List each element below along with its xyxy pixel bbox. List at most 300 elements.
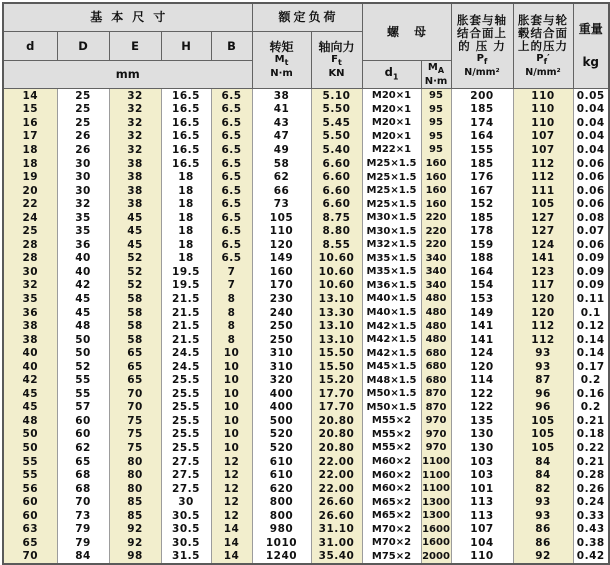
cell-d1: M75×2 — [362, 550, 421, 565]
cell-E: 45 — [109, 211, 161, 225]
cell-H: 16.5 — [161, 157, 211, 171]
pressure-hub-line3: 上的压力 — [518, 39, 568, 53]
cell-kg: 0.21 — [573, 414, 609, 428]
cell-pf-hub: 123 — [513, 265, 573, 279]
cell-H: 18 — [161, 238, 211, 252]
table-row — [3, 103, 609, 117]
table-row — [3, 319, 609, 333]
cell-H: 30 — [161, 495, 211, 509]
cell-mt: 400 — [252, 401, 311, 415]
cell-B: 6.5 — [211, 116, 252, 130]
cell-pf: 149 — [451, 306, 513, 320]
pressure-hub-symbol: $P_f'$ — [536, 53, 550, 66]
cell-D: 25 — [57, 89, 109, 103]
cell-mt: 41 — [252, 103, 311, 117]
cell-E: 38 — [109, 170, 161, 184]
header-col-d1: $d_1$ — [362, 61, 421, 89]
cell-E: 85 — [109, 495, 161, 509]
cell-pf: 122 — [451, 387, 513, 401]
cell-ft: 22.00 — [311, 482, 362, 496]
cell-pf: 154 — [451, 279, 513, 293]
cell-mt: 230 — [252, 292, 311, 306]
cell-d: 17 — [3, 130, 57, 144]
cell-D: 40 — [57, 252, 109, 266]
cell-D: 60 — [57, 414, 109, 428]
cell-mt: 980 — [252, 523, 311, 537]
cell-pf: 153 — [451, 292, 513, 306]
header-nut — [362, 3, 451, 61]
cell-d1: M40×1.5 — [362, 292, 421, 306]
cell-B: 12 — [211, 509, 252, 523]
cell-ma: 160 — [421, 197, 451, 211]
cell-mt: 620 — [252, 482, 311, 496]
cell-d1: M50×1.5 — [362, 387, 421, 401]
cell-ft: 8.80 — [311, 224, 362, 238]
table-row — [3, 197, 609, 211]
header-pressure-shaft — [451, 3, 513, 89]
cell-pf-hub: 110 — [513, 116, 573, 130]
cell-mt: 58 — [252, 157, 311, 171]
cell-B: 6.5 — [211, 224, 252, 238]
cell-H: 27.5 — [161, 455, 211, 469]
cell-ft: 31.10 — [311, 523, 362, 537]
cell-ma: 220 — [421, 211, 451, 225]
cell-d1: M30×1.5 — [362, 211, 421, 225]
cell-kg: 0.09 — [573, 265, 609, 279]
header-torque — [252, 32, 311, 89]
cell-D: 68 — [57, 482, 109, 496]
table-row — [3, 536, 609, 550]
cell-pf: 185 — [451, 211, 513, 225]
cell-H: 21.5 — [161, 319, 211, 333]
cell-ma: 1600 — [422, 537, 450, 549]
cell-d1: M32×1.5 — [362, 238, 421, 252]
cell-pf: 164 — [451, 130, 513, 144]
cell-ft: 13.10 — [311, 319, 362, 333]
nut-label: 螺母 — [386, 24, 441, 39]
cell-kg: 0.09 — [573, 252, 609, 266]
cell-ma: 340 — [421, 279, 451, 293]
cell-d: 60 — [3, 509, 57, 523]
cell-ft: 8.55 — [311, 238, 362, 252]
cell-E: 45 — [109, 238, 161, 252]
cell-E: 32 — [109, 130, 161, 144]
cell-d: 38 — [3, 333, 57, 347]
cell-mt: 105 — [252, 211, 311, 225]
cell-d1: M20×1 — [362, 116, 421, 130]
header-col-ma — [421, 61, 451, 89]
cell-ft: 35.40 — [311, 550, 362, 565]
table-row — [3, 495, 609, 509]
cell-d1: M42×1.5 — [362, 333, 421, 347]
cell-pf-hub: 84 — [513, 455, 573, 469]
cell-ma: 2000 — [421, 550, 451, 565]
cell-D: 55 — [57, 373, 109, 387]
cell-E: 70 — [109, 387, 161, 401]
cell-H: 18 — [161, 252, 211, 266]
cell-D: 40 — [57, 265, 109, 279]
cell-D: 70 — [57, 495, 109, 509]
cell-H: 25.5 — [161, 373, 211, 387]
cell-B: 10 — [211, 428, 252, 442]
cell-H: 25.5 — [161, 401, 211, 415]
pressure-shaft-symbol: $P_f$ — [476, 53, 488, 66]
cell-ma: 220 — [421, 238, 451, 252]
cell-kg: 0.17 — [573, 360, 609, 374]
cell-kg: 0.26 — [573, 482, 609, 496]
cell-H: 16.5 — [161, 143, 211, 157]
cell-B: 6.5 — [211, 197, 252, 211]
cell-kg: 0.28 — [573, 468, 609, 482]
cell-mt: 149 — [252, 252, 311, 266]
cell-D: 55 — [57, 387, 109, 401]
table-row — [3, 387, 609, 401]
cell-ma: 1300 — [422, 496, 450, 508]
cell-ma: 870 — [421, 401, 451, 415]
cell-D: 84 — [57, 550, 109, 565]
table-row — [3, 414, 609, 428]
cell-D: 60 — [57, 428, 109, 442]
cell-kg: 0.04 — [573, 130, 609, 144]
table-row — [3, 360, 609, 374]
cell-pf-hub: 86 — [513, 536, 573, 550]
cell-kg: 0.21 — [573, 455, 609, 469]
cell-ma: 95 — [421, 89, 451, 103]
pressure-shaft-line2: 结合面上 — [457, 26, 507, 40]
table-row — [3, 279, 609, 293]
pressure-hub-line1: 胀套与轮 — [518, 13, 568, 27]
torque-label: 转矩 — [269, 40, 294, 54]
cell-ma: 970 — [421, 428, 451, 442]
cell-B: 12 — [211, 495, 252, 509]
cell-d1: M40×1.5 — [362, 306, 421, 320]
cell-d: 36 — [3, 306, 57, 320]
cell-kg: 0.2 — [573, 373, 609, 387]
header-basic-dimensions — [3, 3, 252, 32]
cell-pf-hub: 87 — [513, 373, 573, 387]
cell-pf-hub: 120 — [513, 306, 573, 320]
cell-pf: 178 — [451, 224, 513, 238]
cell-E: 65 — [109, 360, 161, 374]
cell-H: 30.5 — [161, 536, 211, 550]
cell-pf-hub: 93 — [513, 346, 573, 360]
cell-B: 14 — [211, 536, 252, 550]
cell-d: 63 — [3, 523, 57, 537]
cell-ft: 6.60 — [311, 184, 362, 198]
cell-mt: 800 — [252, 509, 311, 523]
cell-H: 31.5 — [161, 550, 211, 565]
cell-mt: 320 — [252, 373, 311, 387]
table-row — [3, 116, 609, 130]
cell-d1: M30×1.5 — [362, 224, 421, 238]
cell-d1: M55×2 — [362, 414, 421, 428]
cell-ma: 970 — [421, 414, 451, 428]
cell-ma: 160 — [421, 184, 451, 198]
cell-B: 14 — [211, 550, 252, 565]
cell-pf-hub: 117 — [513, 279, 573, 293]
cell-B: 10 — [211, 414, 252, 428]
cell-kg: 0.07 — [573, 224, 609, 238]
axial-force-label: 轴向力 — [318, 40, 355, 54]
cell-D: 25 — [57, 116, 109, 130]
cell-H: 18 — [161, 170, 211, 184]
cell-kg: 0.06 — [573, 197, 609, 211]
cell-ft: 15.50 — [311, 360, 362, 374]
cell-E: 38 — [109, 157, 161, 171]
cell-ma: 340 — [421, 265, 451, 279]
cell-E: 58 — [109, 292, 161, 306]
cell-ma: 970 — [421, 441, 451, 455]
cell-d: 14 — [3, 89, 57, 103]
cell-d1: M50×1.5 — [362, 401, 421, 415]
cell-pf: 130 — [451, 441, 513, 455]
cell-D: 52 — [57, 360, 109, 374]
cell-ma: 95 — [421, 143, 451, 157]
cell-B: 8 — [211, 306, 252, 320]
cell-B: 6.5 — [211, 103, 252, 117]
cell-d: 45 — [3, 387, 57, 401]
cell-kg: 0.05 — [573, 89, 609, 103]
cell-d: 30 — [3, 265, 57, 279]
cell-ft: 10.60 — [311, 265, 362, 279]
cell-pf: 141 — [451, 333, 513, 347]
cell-B: 10 — [211, 373, 252, 387]
cell-H: 16.5 — [161, 130, 211, 144]
cell-d1: M20×1 — [362, 130, 421, 144]
cell-pf: 114 — [451, 373, 513, 387]
cell-pf: 122 — [451, 401, 513, 415]
cell-d: 40 — [3, 360, 57, 374]
cell-mt: 120 — [252, 238, 311, 252]
cell-kg: 0.06 — [573, 184, 609, 198]
cell-pf: 124 — [451, 346, 513, 360]
table-row — [3, 252, 609, 266]
cell-ft: 10.60 — [311, 252, 362, 266]
cell-pf-hub: 105 — [513, 197, 573, 211]
cell-B: 10 — [211, 387, 252, 401]
cell-pf-hub: 93 — [513, 495, 573, 509]
cell-B: 10 — [211, 346, 252, 360]
cell-kg: 0.09 — [573, 279, 609, 293]
cell-E: 32 — [109, 116, 161, 130]
cell-d: 55 — [3, 468, 57, 482]
cell-d1: M25×1.5 — [362, 170, 421, 184]
cell-pf: 152 — [451, 197, 513, 211]
cell-pf-hub: 127 — [513, 211, 573, 225]
table-row — [3, 211, 609, 225]
cell-ma: 680 — [421, 373, 451, 387]
cell-ft: 10.60 — [311, 279, 362, 293]
cell-kg: 0.14 — [573, 333, 609, 347]
cell-d: 22 — [3, 197, 57, 211]
cell-H: 25.5 — [161, 414, 211, 428]
cell-D: 68 — [57, 468, 109, 482]
cell-ft: 20.80 — [311, 428, 362, 442]
cell-d: 60 — [3, 495, 57, 509]
cell-pf-hub: 112 — [513, 170, 573, 184]
cell-pf-hub: 96 — [513, 401, 573, 415]
cell-ft: 8.75 — [311, 211, 362, 225]
cell-H: 21.5 — [161, 292, 211, 306]
cell-E: 85 — [109, 509, 161, 523]
cell-E: 32 — [109, 143, 161, 157]
cell-ma: 870 — [421, 387, 451, 401]
cell-kg: 0.08 — [573, 211, 609, 225]
cell-mt: 240 — [252, 306, 311, 320]
cell-pf: 167 — [451, 184, 513, 198]
cell-B: 14 — [211, 523, 252, 537]
table-row — [3, 468, 609, 482]
cell-ft: 5.40 — [311, 143, 362, 157]
table-row — [3, 523, 609, 537]
cell-ma: 1600 — [422, 523, 450, 535]
cell-D: 30 — [57, 157, 109, 171]
cell-B: 8 — [211, 319, 252, 333]
torque-unit: N·m — [270, 68, 293, 79]
cell-pf-hub: 141 — [513, 252, 573, 266]
cell-kg: 0.1 — [573, 306, 609, 320]
cell-pf-hub: 82 — [513, 482, 573, 496]
cell-B: 6.5 — [211, 143, 252, 157]
cell-pf-hub: 112 — [513, 157, 573, 171]
cell-d1: M45×1.5 — [362, 360, 421, 374]
cell-B: 8 — [211, 333, 252, 347]
cell-D: 57 — [57, 401, 109, 415]
cell-pf: 101 — [451, 482, 513, 496]
cell-D: 42 — [57, 279, 109, 293]
cell-d1: M35×1.5 — [362, 265, 421, 279]
table-row — [3, 170, 609, 184]
cell-ma: 95 — [421, 130, 451, 144]
ma-unit: N·m — [424, 76, 448, 87]
cell-E: 92 — [109, 523, 161, 537]
cell-B: 6.5 — [211, 238, 252, 252]
cell-kg: 0.06 — [573, 157, 609, 171]
cell-E: 45 — [109, 224, 161, 238]
cell-B: 6.5 — [211, 170, 252, 184]
cell-d: 50 — [3, 441, 57, 455]
cell-d: 28 — [3, 238, 57, 252]
table-row — [3, 550, 609, 565]
cell-ft: 15.20 — [311, 373, 362, 387]
header-col-D: D — [57, 32, 109, 61]
cell-mt: 1010 — [252, 536, 311, 550]
cell-pf: 141 — [451, 319, 513, 333]
cell-B: 10 — [211, 360, 252, 374]
cell-ma: 95 — [421, 116, 451, 130]
cell-B: 10 — [211, 401, 252, 415]
cell-pf-hub: 105 — [513, 414, 573, 428]
cell-d1: M48×1.5 — [362, 373, 421, 387]
cell-d: 16 — [3, 116, 57, 130]
cell-d: 55 — [3, 455, 57, 469]
cell-d: 20 — [3, 184, 57, 198]
cell-kg: 0.18 — [573, 428, 609, 442]
cell-B: 6.5 — [211, 252, 252, 266]
cell-pf: 110 — [451, 550, 513, 565]
header-col-B: B — [211, 32, 252, 61]
cell-d1: M60×2 — [362, 468, 421, 482]
cell-D: 65 — [57, 455, 109, 469]
cell-H: 30.5 — [161, 509, 211, 523]
cell-ft: 5.45 — [311, 116, 362, 130]
pressure-shaft-line3: 的 压 力 — [458, 39, 506, 53]
cell-E: 38 — [109, 197, 161, 211]
torque-symbol: $M_t$ — [274, 54, 289, 67]
cell-kg: 0.04 — [573, 143, 609, 157]
header-col-H: H — [161, 32, 211, 61]
cell-ft: 15.50 — [311, 346, 362, 360]
cell-mt: 610 — [252, 468, 311, 482]
cell-kg: 0.38 — [573, 536, 609, 550]
header-unit-mm: mm — [3, 61, 252, 89]
cell-d1: M65×2 — [362, 495, 421, 509]
cell-D: 45 — [57, 306, 109, 320]
cell-pf-hub: 105 — [513, 428, 573, 442]
cell-d: 40 — [3, 346, 57, 360]
cell-pf: 174 — [451, 116, 513, 130]
cell-ft: 22.00 — [311, 468, 362, 482]
cell-D: 62 — [57, 441, 109, 455]
pressure-shaft-line1: 胀套与轴 — [457, 13, 507, 27]
cell-d1: M42×1.5 — [362, 319, 421, 333]
cell-B: 12 — [211, 455, 252, 469]
cell-ma: 95 — [421, 103, 451, 117]
cell-mt: 250 — [252, 333, 311, 347]
cell-pf-hub: 120 — [513, 292, 573, 306]
table-row — [3, 482, 609, 496]
cell-B: 6.5 — [211, 130, 252, 144]
rated-load-label: 额定负荷 — [278, 10, 339, 24]
cell-E: 98 — [109, 550, 161, 565]
cell-d: 50 — [3, 428, 57, 442]
cell-H: 21.5 — [161, 306, 211, 320]
cell-E: 92 — [109, 536, 161, 550]
table-row — [3, 238, 609, 252]
cell-pf: 159 — [451, 238, 513, 252]
cell-ma: 480 — [421, 319, 451, 333]
header-col-E: E — [109, 32, 161, 61]
cell-B: 6.5 — [211, 157, 252, 171]
cell-kg: 0.24 — [573, 495, 609, 509]
cell-d: 65 — [3, 536, 57, 550]
cell-H: 19.5 — [161, 265, 211, 279]
cell-pf-hub: 110 — [513, 103, 573, 117]
cell-pf-hub: 111 — [513, 184, 573, 198]
cell-pf-hub: 96 — [513, 387, 573, 401]
cell-pf: 103 — [451, 455, 513, 469]
cell-mt: 1240 — [252, 550, 311, 565]
cell-mt: 400 — [252, 387, 311, 401]
cell-ft: 6.60 — [311, 197, 362, 211]
cell-H: 24.5 — [161, 360, 211, 374]
cell-pf-hub: 93 — [513, 509, 573, 523]
cell-D: 48 — [57, 319, 109, 333]
cell-kg: 0.2 — [573, 401, 609, 415]
cell-mt: 49 — [252, 143, 311, 157]
cell-pf: 135 — [451, 414, 513, 428]
cell-H: 25.5 — [161, 428, 211, 442]
cell-ma: 680 — [421, 346, 451, 360]
cell-D: 79 — [57, 536, 109, 550]
cell-H: 18 — [161, 184, 211, 198]
cell-ma: 680 — [421, 360, 451, 374]
axial-force-unit: KN — [328, 68, 345, 79]
cell-kg: 0.04 — [573, 103, 609, 117]
cell-pf-hub: 112 — [513, 333, 573, 347]
table-row — [3, 157, 609, 171]
cell-B: 12 — [211, 482, 252, 496]
